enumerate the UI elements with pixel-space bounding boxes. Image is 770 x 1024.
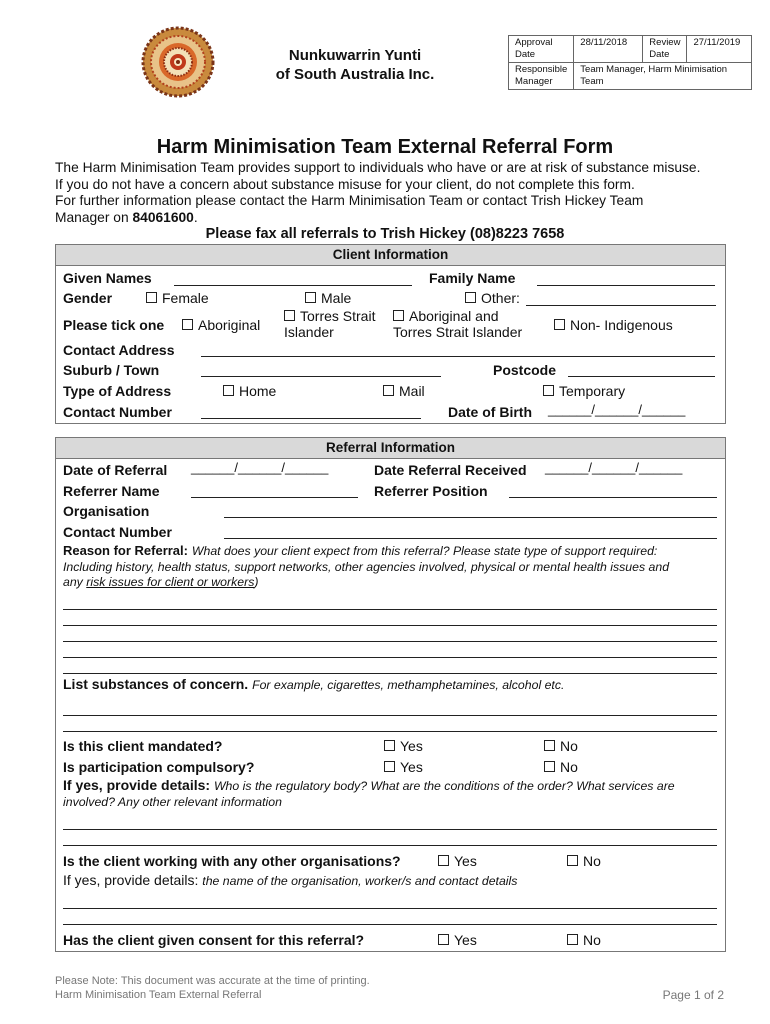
checkbox-icon[interactable]: [393, 310, 404, 321]
checkbox-icon[interactable]: [554, 319, 565, 330]
footer-note: Please Note: This document was accurate at the time of printing. Harm Minimisation Team External Referral: [55, 975, 370, 1001]
gender-other-option[interactable]: Other:: [465, 290, 520, 306]
consent-question: Has the client given consent for this referral?: [63, 932, 365, 948]
page-title: Harm Minimisation Team External Referral Form: [156, 136, 614, 158]
review-date-value: 27/11/2019: [687, 36, 752, 63]
address-temporary-option[interactable]: Temporary: [543, 383, 625, 399]
gender-label: Gender: [63, 290, 113, 306]
manager-phone: 84061600: [132, 209, 194, 225]
address-mail-option[interactable]: Mail: [383, 383, 425, 399]
referrer-name-label: Referrer Name: [63, 483, 160, 499]
aboriginal-torres-strait-option[interactable]: Aboriginal and Torres Strait Islander: [393, 308, 523, 340]
checkbox-icon[interactable]: [567, 855, 578, 866]
checkbox-icon[interactable]: [438, 855, 449, 866]
reason-line[interactable]: [63, 609, 717, 610]
checkbox-icon[interactable]: [146, 292, 157, 303]
organisation-label: Organisation: [63, 503, 150, 519]
address-home-option[interactable]: Home: [223, 383, 276, 399]
review-date-label: Review Date: [643, 36, 687, 63]
other-orgs-no-option[interactable]: No: [567, 853, 601, 869]
compulsory-yes-option[interactable]: Yes: [384, 759, 423, 775]
checkbox-icon[interactable]: [384, 761, 395, 772]
referrer-position-label: Referrer Position: [374, 483, 488, 499]
mandate-details-prompt: If yes, provide details: Who is the regulatory body? What are the conditions of the order? What services are involved? Any other relevant information: [63, 777, 675, 809]
contact-address-label: Contact Address: [63, 342, 175, 358]
consent-yes-option[interactable]: Yes: [438, 932, 477, 948]
referral-information-section: [55, 437, 726, 952]
other-organisations-question: Is the client working with any other organisations?: [63, 853, 401, 869]
referrer-contact-number-label: Contact Number: [63, 524, 172, 540]
reason-for-referral-prompt: Reason for Referral: What does your client expect from this referral? Please state type of support required: Including history, health status, support networks, other agencies involved, physical or mental health issues and any risk issues for client or workers): [63, 543, 670, 589]
responsible-manager-value: Team Manager, Harm Minimisation Team: [574, 63, 752, 90]
non-indigenous-option[interactable]: Non- Indigenous: [554, 317, 673, 333]
approval-date-label: Approval Date: [509, 36, 574, 63]
reason-line[interactable]: [63, 641, 717, 642]
other-orgs-details-prompt: If yes, provide details: the name of the organisation, worker/s and contact details: [63, 872, 518, 888]
checkbox-icon[interactable]: [384, 740, 395, 751]
contact-number-field[interactable]: [201, 418, 421, 419]
referrer-position-field[interactable]: [509, 497, 717, 498]
date-of-referral-label: Date of Referral: [63, 462, 168, 478]
checkbox-icon[interactable]: [182, 319, 193, 330]
page-number: Page 1 of 2: [662, 988, 724, 1002]
mandated-no-option[interactable]: No: [544, 738, 578, 754]
date-of-birth-label: Date of Birth: [448, 404, 532, 420]
date-referral-received-label: Date Referral Received: [374, 462, 527, 478]
checkbox-icon[interactable]: [465, 292, 476, 303]
mandate-details-line[interactable]: [63, 845, 717, 846]
gender-female-option[interactable]: Female: [146, 290, 209, 306]
torres-strait-option[interactable]: Torres Strait Islander: [284, 308, 376, 340]
family-name-field[interactable]: [537, 285, 715, 286]
checkbox-icon[interactable]: [438, 934, 449, 945]
mandate-details-line[interactable]: [63, 829, 717, 830]
organisation-name: Nunkuwarrin Yunti of South Australia Inc.: [275, 47, 435, 83]
given-names-label: Given Names: [63, 270, 152, 286]
contact-address-field[interactable]: [201, 356, 715, 357]
client-information-section: [55, 244, 726, 424]
date-of-birth-field[interactable]: ______/______/______: [548, 402, 686, 417]
contact-number-label: Contact Number: [63, 404, 172, 420]
referrer-contact-number-field[interactable]: [224, 538, 717, 539]
date-referral-received-field[interactable]: ______/______/______: [545, 460, 683, 475]
reason-line[interactable]: [63, 657, 717, 658]
approval-date-value: 28/11/2018: [574, 36, 643, 63]
suburb-label: Suburb / Town: [63, 362, 160, 378]
referrer-name-field[interactable]: [191, 497, 358, 498]
substances-line[interactable]: [63, 731, 717, 732]
compulsory-question: Is participation compulsory?: [63, 759, 255, 775]
checkbox-icon[interactable]: [543, 385, 554, 396]
mandated-yes-option[interactable]: Yes: [384, 738, 423, 754]
checkbox-icon[interactable]: [544, 740, 555, 751]
other-orgs-yes-option[interactable]: Yes: [438, 853, 477, 869]
referral-information-header: Referral Information: [56, 438, 725, 459]
consent-no-option[interactable]: No: [567, 932, 601, 948]
intro-paragraph: The Harm Minimisation Team provides support to individuals who have or are at risk of substance misuse. If you do not have a concern about substance misuse for your client, do not complete this form. For further information please contact the Harm Minimisation Team or contact Trish Hickey Team Manager on 84061600.: [55, 160, 701, 225]
suburb-field[interactable]: [201, 376, 441, 377]
family-name-label: Family Name: [429, 270, 516, 286]
other-orgs-details-line[interactable]: [63, 924, 717, 925]
mandated-question: Is this client mandated?: [63, 738, 223, 754]
postcode-label: Postcode: [493, 362, 557, 378]
given-names-field[interactable]: [174, 285, 412, 286]
document-control-table: [508, 35, 752, 90]
compulsory-no-option[interactable]: No: [544, 759, 578, 775]
checkbox-icon[interactable]: [305, 292, 316, 303]
date-of-referral-field[interactable]: ______/______/______: [191, 460, 329, 475]
please-tick-label: Please tick one: [63, 317, 165, 333]
substances-prompt: List substances of concern. For example, cigarettes, methamphetamines, alcohol etc.: [63, 676, 565, 692]
organisation-logo: [141, 26, 215, 98]
substances-line[interactable]: [63, 715, 717, 716]
postcode-field[interactable]: [568, 376, 715, 377]
gender-other-field[interactable]: [526, 305, 716, 306]
checkbox-icon[interactable]: [567, 934, 578, 945]
checkbox-icon[interactable]: [284, 310, 295, 321]
checkbox-icon[interactable]: [383, 385, 394, 396]
reason-line[interactable]: [63, 625, 717, 626]
checkbox-icon[interactable]: [544, 761, 555, 772]
aboriginal-option[interactable]: Aboriginal: [182, 317, 260, 333]
reason-line[interactable]: [63, 673, 717, 674]
gender-male-option[interactable]: Male: [305, 290, 351, 306]
organisation-field[interactable]: [224, 517, 717, 518]
other-orgs-details-line[interactable]: [63, 908, 717, 909]
checkbox-icon[interactable]: [223, 385, 234, 396]
type-of-address-label: Type of Address: [63, 383, 172, 399]
client-information-header: Client Information: [56, 245, 725, 266]
fax-instruction: Please fax all referrals to Trish Hickey (08)8223 7658: [205, 226, 565, 242]
responsible-manager-label: Responsible Manager: [509, 63, 574, 90]
